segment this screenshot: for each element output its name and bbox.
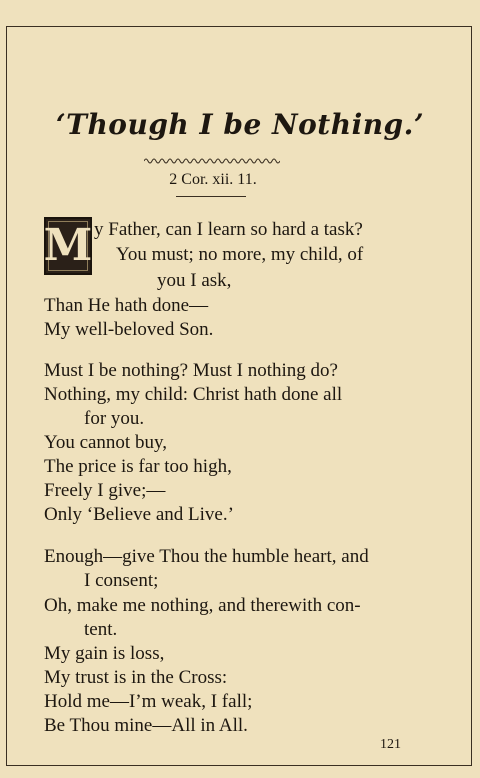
poem-line: y Father, can I learn so hard a task? — [94, 219, 363, 240]
poem-line: Be Thou mine—All in All. — [44, 715, 248, 736]
poem-line: for you. — [84, 408, 145, 429]
poem-line: You cannot buy, — [44, 432, 167, 453]
poem-line: My trust is in the Cross: — [44, 667, 228, 688]
poem-title: ‘Though I be Nothing.’ — [55, 108, 425, 141]
page-number: 121 — [380, 737, 401, 752]
poem-line: Freely I give;— — [44, 480, 166, 501]
poem-line: Enough—give Thou the humble heart, and — [44, 546, 369, 567]
poem-line: Must I be nothing? Must I nothing do? — [44, 360, 338, 381]
drop-cap-m — [44, 217, 92, 275]
poem-line: tent. — [84, 619, 118, 640]
scripture-reference: 2 Cor. xii. 11. — [169, 171, 257, 188]
poem-line: Only ‘Believe and Live.’ — [44, 504, 234, 525]
poem-line: Oh, make me nothing, and therewith con- — [44, 595, 361, 616]
reference-underline — [176, 196, 246, 197]
poem-line: The price is far too high, — [44, 456, 232, 477]
poem-line: My well-beloved Son. — [44, 319, 214, 340]
poem-line: I consent; — [84, 570, 159, 591]
poem-line: My gain is loss, — [44, 643, 165, 664]
poem-line: Than He hath done— — [44, 295, 209, 316]
drop-cap-letter: M — [43, 220, 93, 271]
wavy-ornament — [144, 156, 280, 166]
poem-line: You must; no more, my child, of — [116, 244, 364, 265]
poem-line: you I ask, — [157, 270, 232, 291]
poem-line: Nothing, my child: Christ hath done all — [44, 384, 343, 405]
poem-line: Hold me—I’m weak, I fall; — [44, 691, 253, 712]
